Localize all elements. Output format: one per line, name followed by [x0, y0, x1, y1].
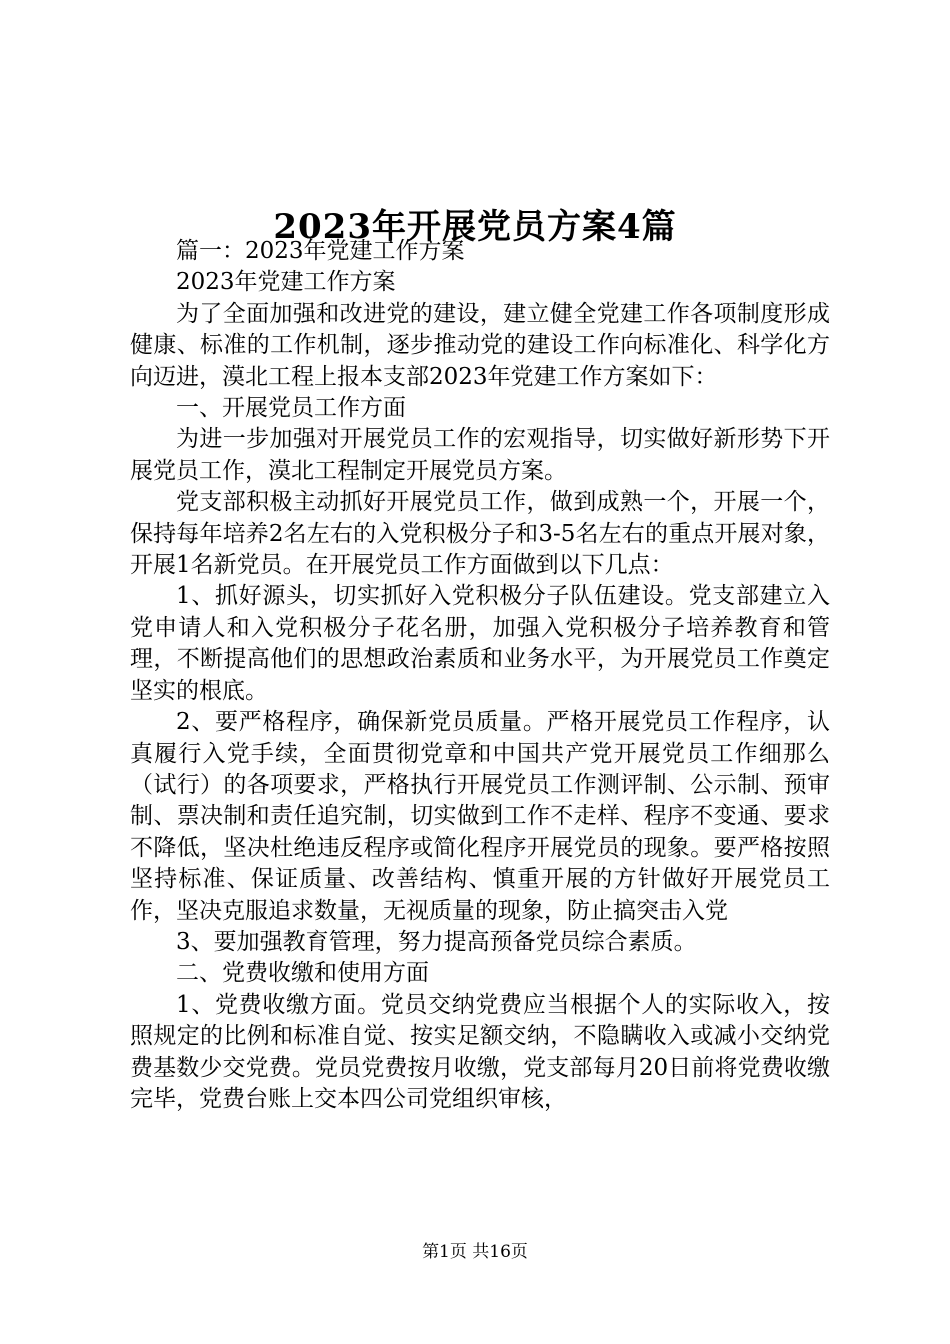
section-heading: 一、开展党员工作方面 — [176, 395, 406, 422]
document-body — [130, 236, 830, 1115]
section-heading-1: 篇一：2023年党建工作方案 — [176, 238, 465, 264]
paragraph: 2、要严格程序，确保新党员质量。严格开展党员工作程序，认真履行入党手续，全面贯彻党章和中国共产党开展党员工作细那么（试行）的各项要求，严格执行开展党员工作测评制、公示制、预审制、票决制和责任追究制，切实做到工作不走样、程序不变通、要求不降低，坚决杜绝违反程序或简化程序开展党员的现象。要严格按照坚持标准、保证质量、改善结构、慎重开展的方针做好开展党员工作，坚决克服追求数量，无视质量的现象，防止搞突击入党 — [130, 709, 830, 924]
paragraph: 为了全面加强和改进党的建设，建立健全党建工作各项制度形成健康、标准的工作机制，逐步推动党的建设工作向标准化、科学化方向迈进，漠北工程上报本支部2023年党建工作方案如下： — [130, 300, 830, 390]
section-heading: 二、党费收缴和使用方面 — [176, 960, 429, 987]
paragraph: 3、要加强教育管理，努力提高预备党员综合素质。 — [176, 928, 697, 955]
page-indicator: 第1页 共16页 — [422, 1242, 528, 1262]
paragraph: 为进一步加强对开展党员工作的宏观指导，切实做好新形势下开展党员工作，漠北工程制定开展党员方案。 — [130, 426, 830, 484]
paragraph: 1、抓好源头，切实抓好入党积极分子队伍建设。党支部建立入党申请人和入党积极分子花名册，加强入党积极分子培养教育和管理，不断提高他们的思想政治素质和业务水平，为开展党员工作奠定坚实的根底。 — [130, 583, 830, 704]
paragraph: 1、党费收缴方面。党员交纳党费应当根据个人的实际收入，按照规定的比例和标准自觉、按实足额交纳，不隐瞒收入或减小交纳党费基数少交党费。党员党费按月收缴，党支部每月20日前将党费收缴完毕，党费台账上交本四公司党组织审核， — [130, 991, 830, 1112]
paragraph: 党支部积极主动抓好开展党员工作，做到成熟一个，开展一个，保持每年培养2名左右的入党积极分子和3-5名左右的重点开展对象，开展1名新党员。在开展党员工作方面做到以下几点： — [130, 489, 830, 579]
document-title: 2023年开展党员方案4篇 — [273, 206, 677, 247]
subheading: 2023年党建工作方案 — [176, 269, 396, 296]
